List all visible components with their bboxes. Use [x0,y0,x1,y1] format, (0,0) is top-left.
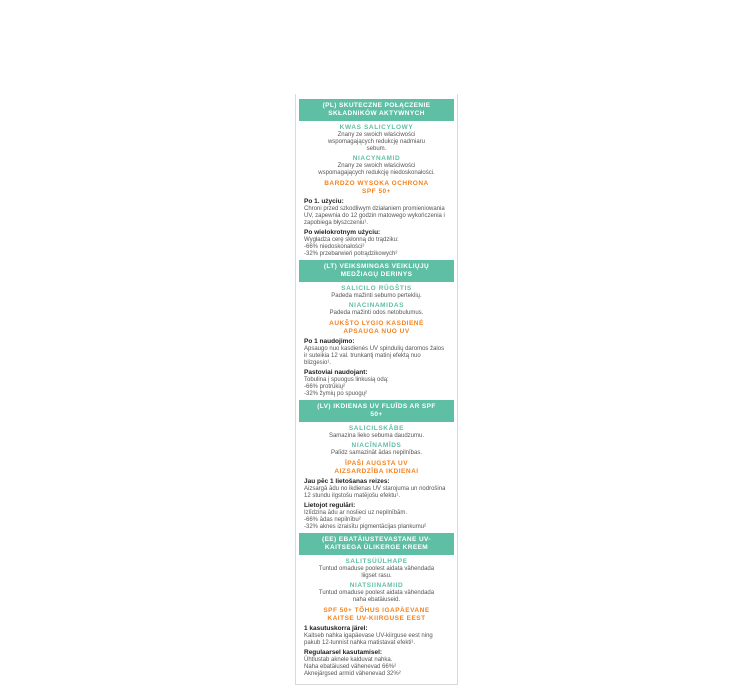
usage-label-ee: Regulaarsel kasutamisel: [304,649,383,656]
usage-claim-text-ee: Kaitseb nahka igapäevase UV-kiirguse eest ning pakub 12-tunnist nahka matistavat efekti¹. [304,633,433,646]
usage-claim-text-lt: Apsaugo nuo kasdienės UV spindulių daromos žalos ir suteikia 12 val. trunkantį matinį efektą nuo blizgesio¹. [304,346,445,366]
usage-claim-text-lt: -32% žymių po spuogų² [304,391,368,397]
ingredient-heading-lt: SALICILO RŪGŠTIS [341,285,412,292]
usage-label-lv: Lietojot regulāri: [304,502,356,509]
ingredient-description-lt: Padeda mažinti sebumo perteklių. [331,293,422,299]
usage-claim-text-ee: Naha ebatäiused vähenevad 66%² [304,664,397,670]
section-banner-lt: (LT) VEIKSMINGAS VEIKLIŲJŲ MEDŽIAGŲ DERINYS [299,260,454,282]
ingredient-heading-lv: NIACĪNAMĪDS [351,442,402,449]
ingredient-heading-lt: NIACINAMIDAS [348,302,405,309]
ingredient-heading-lv: SALICILSKĀBE [348,425,405,432]
section-banner-pl: (PL) SKUTECZNE POŁĄCZENIE SKŁADNIKÓW AKTYWNYCH [299,99,454,121]
usage-label-lv: Jau pēc 1 lietošanas reizes: [304,478,390,485]
section-banner-ee: (EE) EBATÄIUSTEVASTANE UV-KAITSEGA ÜLIKERGE KREEM [299,533,454,555]
ingredient-description-ee: Tuntud omaduse poolest aidata vähendada liigset rasu. [318,566,435,579]
language-section-lt [296,260,457,398]
ingredient-heading-ee: NIATSIINAMIID [349,582,404,589]
usage-claim-text-lv: Izlīdzina ādu ar noslieci uz nepilnībām. [304,510,408,516]
usage-label-pl: Po wielokrotnym użyciu: [304,229,381,236]
usage-claim-text-lt: -66% protrūkių² [304,384,346,390]
product-label-column [295,94,458,685]
usage-claim-text-pl: -66% niedoskonałości² [304,244,365,250]
usage-claim-text-lv: Aizsargā ādu no ikdienas UV starojuma un nodrošina 12 stundu ilgstošu matējošu efektu¹. [304,486,446,499]
language-section-lv [296,400,457,531]
usage-claim-text-ee: Aknejärgsed armid vähenevad 32%² [304,671,401,677]
usage-claim-text-pl: -32% przebarwień potrądzikowych² [304,251,398,257]
ingredient-description-lv: Samazina lieko sebuma daudzumu. [328,433,425,439]
usage-label-lt: Po 1 naudojimo: [304,338,355,345]
spf-protection-claim-ee: SPF 50+ TÕHUS IGAPÄEVANE KAITSE UV-KIIRGUSE EEST [323,607,430,622]
ingredient-heading-ee: SALITSÜÜLHAPE [345,558,408,565]
ingredient-description-pl: Znany ze swoich właściwości wspomagających redukcję niedoskonałości. [318,163,435,176]
usage-claim-text-lt: Tobulina į spuogus linkusią odą: [304,377,389,383]
section-banner-lv: (LV) IKDIENAS UV FLUĪDS AR SPF 50+ [299,400,454,422]
ingredient-description-lv: Palīdz samazināt ādas nepilnības. [330,450,423,456]
usage-claim-text-lv: -66% ādas nepilnību² [304,517,361,523]
ingredient-description-lt: Padeda mažinti odos netobulumus. [329,310,424,316]
usage-label-lt: Pastoviai naudojant: [304,369,368,376]
usage-label-ee: 1 kasutuskorra järel: [304,625,368,632]
language-section-pl [296,99,457,258]
usage-claim-text-ee: Ühtlustab aknele kalduvat nahka. [304,657,393,663]
language-section-ee [296,533,457,678]
ingredient-description-pl: Znany ze swoich właściwości wspomagających redukcję nadmiaru sebum. [327,132,426,152]
spf-protection-claim-lt: AUKŠTO LYGIO KASDIENĖ APSAUGA NUO UV [329,320,424,335]
ingredient-heading-pl: NIACYNAMID [352,155,401,162]
usage-claim-text-pl: Wygładza cerę skłonną do trądziku: [304,237,399,243]
ingredient-heading-pl: KWAS SALICYLOWY [339,124,414,131]
usage-label-pl: Po 1. użyciu: [304,198,344,205]
ingredient-description-ee: Tuntud omaduse poolest aidata vähendada naha ebatäiuseid. [318,590,435,603]
usage-claim-text-pl: Chroni przed szkodliwym działaniem promieniowania UV, zapewnia do 12 godzin matowego wykończenia i zapobiega błyszczeniu¹. [304,206,445,226]
spf-protection-claim-pl: BARDZO WYSOKA OCHRONA SPF 50+ [324,180,429,195]
usage-claim-text-lv: -32% aknes izraisītu pigmentācijas plankumu² [304,524,427,530]
spf-protection-claim-lv: ĪPAŠI AUGSTA UV AIZSARDZĪBA IKDIENAI [334,460,419,475]
